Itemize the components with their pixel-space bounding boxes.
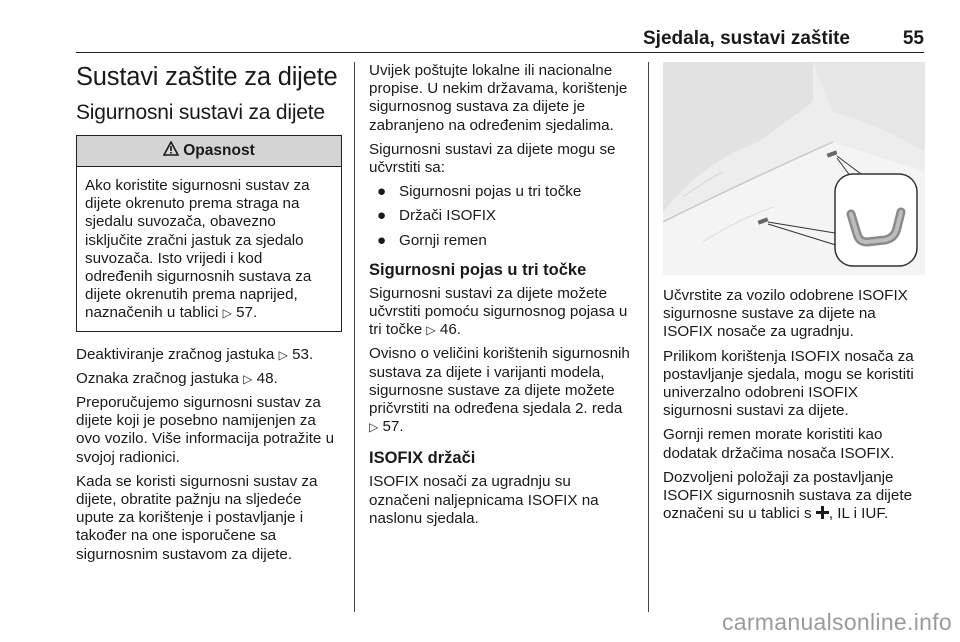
section-heading: Sigurnosni sustavi za dijete bbox=[76, 101, 325, 124]
bullet-icon: ● bbox=[377, 183, 387, 201]
paragraph bbox=[76, 346, 342, 364]
page-ref-arrow-icon: ▷ bbox=[222, 306, 232, 321]
paragraph: Gornji remen morate koristiti kao dodatak držačima nosača ISOFIX. bbox=[663, 426, 895, 462]
paragraph: Prilikom korištenja ISOFIX nosača za postavljanje sjedala, mogu se koristiti univerzalno odobreni ISOFIX sigurnosni sustavi za dijete. bbox=[663, 347, 914, 420]
list-item bbox=[369, 232, 633, 250]
paragraph-text: , IL i IUF. bbox=[828, 505, 889, 523]
paragraph-text: Ovisno o veličini korištenih sigurnosnih sustava za dijete i varijanti modela, sigurnosne sustave za dijete možete pričvrstiti na određena sjedala 2. reda bbox=[369, 345, 630, 418]
list-item-text: Gornji remen bbox=[399, 231, 487, 249]
section-title: Sjedala, sustavi zaštite bbox=[643, 28, 850, 49]
page-ref[interactable]: 57. bbox=[382, 418, 404, 436]
paragraph-text: Deaktiviranje zračnog jastuka bbox=[76, 345, 275, 363]
column-1 bbox=[76, 62, 342, 570]
paragraph: Kada se koristi sigurnosni sustav za dijete, obratite pažnju na sljedeće upute za korištenje i postavljanje i također na one isporučene sa sigurnosnim sustavom za dijete. bbox=[76, 472, 318, 563]
column-divider bbox=[648, 62, 649, 612]
paragraph-text: Dozvoljeni položaji za postavljanje ISOFIX sigurnosnih sustava za dijete označeni su u tablici s bbox=[663, 468, 913, 523]
paragraph bbox=[369, 285, 633, 340]
page-ref[interactable]: 57. bbox=[236, 304, 258, 322]
paragraph bbox=[663, 469, 925, 524]
page-header bbox=[76, 26, 924, 53]
paragraph: Preporučujemo sigurnosni sustav za dijete koji je posebno namijenjen za ovo vozilo. Više informacija potražite u svojoj radionici. bbox=[76, 394, 335, 466]
warning-header bbox=[77, 136, 341, 167]
page-ref-arrow-icon: ▷ bbox=[426, 323, 436, 338]
list-item bbox=[369, 207, 633, 225]
subsection-heading: Sigurnosni pojas u tri točke bbox=[369, 260, 587, 279]
page-ref[interactable]: 48. bbox=[256, 369, 278, 387]
warning-body bbox=[77, 167, 341, 331]
warning-text: Ako koristite sigurnosni sustav za dijete okrenuto prema straga na sjedalu suvozača, obavezno isključite zračni jastuk za sjedalo suvozača. Isto vrijedi i kod određenih sigurnosnih sustava za dijete okrenutih prema naprijed, naznačenih u tablici bbox=[85, 177, 312, 322]
paragraph: Učvrstite za vozilo odobrene ISOFIX sigurnosne sustave za dijete na ISOFIX nosače za ugradnju. bbox=[663, 287, 908, 341]
warning-title: Opasnost bbox=[183, 141, 255, 159]
column-2 bbox=[369, 62, 633, 534]
isofix-seat-illustration bbox=[663, 62, 925, 275]
page-ref[interactable]: 53. bbox=[292, 345, 314, 363]
list-item-text: Sigurnosni pojas u tri točke bbox=[399, 183, 582, 201]
bullet-icon: ● bbox=[377, 231, 387, 249]
paragraph: Sigurnosni sustavi za dijete mogu se učvrstiti sa: bbox=[369, 140, 616, 177]
bullet-icon: ● bbox=[377, 207, 387, 225]
page-ref-arrow-icon: ▷ bbox=[278, 347, 288, 362]
list-item-text: Držači ISOFIX bbox=[399, 207, 497, 225]
paragraph: Uvijek poštujte lokalne ili nacionalne propise. U nekim državama, korištenje sigurnosnog sustava za dijete je zabranjeno na određenim sjedalima. bbox=[369, 62, 628, 134]
column-divider bbox=[354, 62, 355, 612]
watermark: carmanualsonline.info bbox=[721, 609, 952, 635]
bullet-list bbox=[369, 183, 633, 250]
page-ref-arrow-icon: ▷ bbox=[369, 420, 379, 435]
paragraph bbox=[76, 370, 342, 388]
list-item bbox=[369, 183, 633, 201]
isofix-cross-icon bbox=[816, 505, 829, 522]
page-ref-arrow-icon: ▷ bbox=[243, 371, 253, 386]
column-3 bbox=[663, 62, 925, 529]
page-ref[interactable]: 46. bbox=[439, 321, 461, 339]
paragraph bbox=[369, 345, 633, 436]
subsection-heading: ISOFIX držači bbox=[369, 449, 476, 468]
warning-box bbox=[76, 135, 342, 332]
paragraph-text: Sigurnosni sustavi za dijete možete učvrstiti pomoću sigurnosnog pojasa u tri točke bbox=[369, 284, 628, 339]
warning-triangle-icon bbox=[163, 141, 179, 161]
chapter-title: Sustavi zaštite za dijete bbox=[76, 63, 338, 91]
page-number: 55 bbox=[902, 28, 924, 49]
paragraph-text: Oznaka zračnog jastuka bbox=[76, 369, 239, 387]
paragraph: ISOFIX nosači za ugradnju su označeni naljepnicama ISOFIX na naslonu sjedala. bbox=[369, 473, 599, 527]
